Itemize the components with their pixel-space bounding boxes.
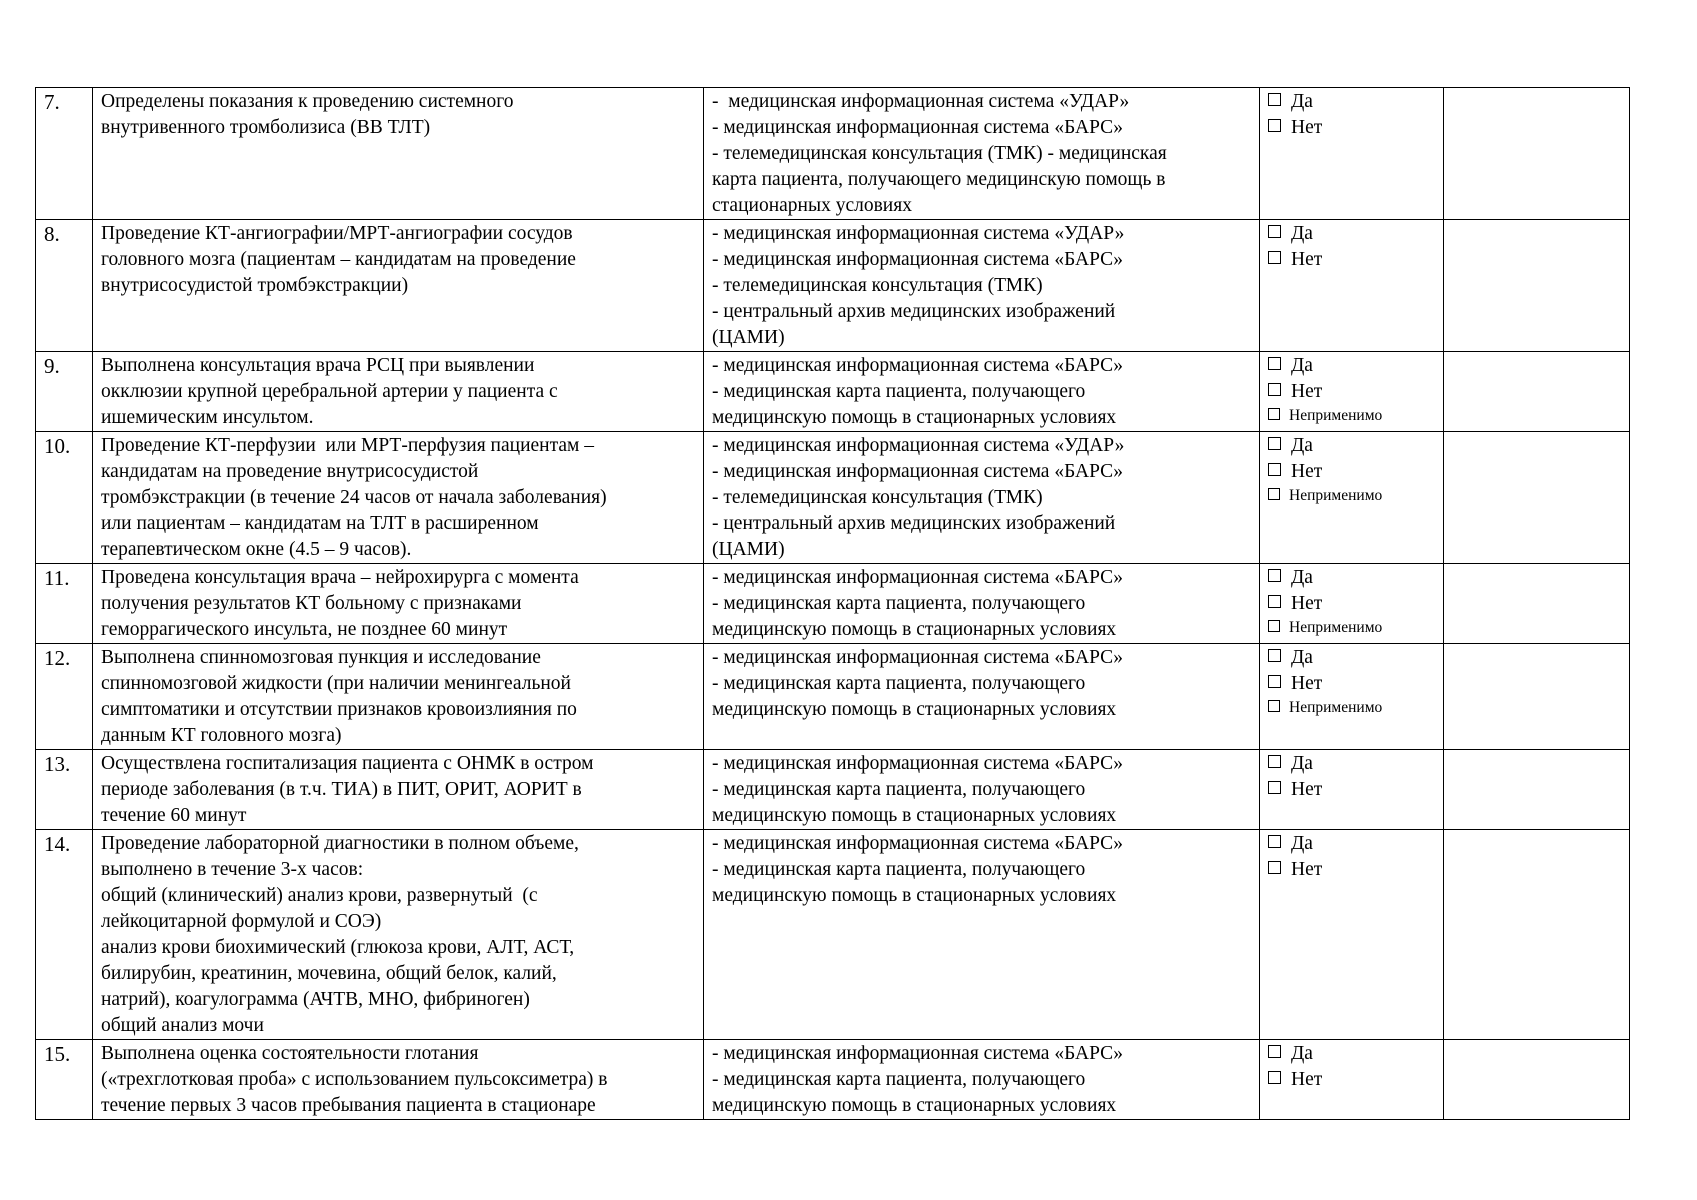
answer-option-label: Нет: [1291, 859, 1323, 880]
checkbox-icon[interactable]: [1268, 595, 1281, 608]
answer-option-label: Да: [1291, 355, 1313, 376]
checkbox-icon[interactable]: [1268, 569, 1281, 582]
checkbox-icon[interactable]: [1268, 357, 1281, 370]
criterion-line: («трехглотковая проба» с использованием пульсоксиметра) в: [101, 1069, 608, 1090]
criterion-line: Проведение КТ-перфузии или МРТ-перфузия пациентам –: [101, 435, 594, 456]
criterion-line: спинномозговой жидкости (при наличии менингеальной: [101, 673, 571, 694]
answer-option[interactable]: [1268, 751, 1435, 777]
answer-cell: [1260, 750, 1444, 830]
row-number: 11.: [36, 564, 93, 644]
source-line: - телемедицинская консультация (ТМК) - медицинская: [712, 143, 1167, 164]
source-cell: [704, 830, 1260, 1040]
answer-option-label: Да: [1291, 647, 1313, 668]
answer-option-label: Да: [1291, 567, 1313, 588]
notes-cell[interactable]: [1444, 88, 1630, 220]
answer-option-label: Да: [1291, 753, 1313, 774]
answer-cell: [1260, 830, 1444, 1040]
answer-option[interactable]: [1268, 405, 1435, 427]
criterion-line: терапевтическом окне (4.5 – 9 часов).: [101, 539, 412, 560]
source-line: медицинскую помощь в стационарных условиях: [712, 699, 1117, 720]
criterion-cell: [93, 750, 704, 830]
source-line: - медицинская карта пациента, получающего: [712, 779, 1086, 800]
answer-option-label: Нет: [1291, 249, 1323, 270]
answer-cell: [1260, 1040, 1444, 1120]
row-number: 8.: [36, 220, 93, 352]
source-cell: [704, 644, 1260, 750]
answer-option-label: Нет: [1291, 593, 1323, 614]
checkbox-icon[interactable]: [1268, 649, 1281, 662]
answer-option-label: Да: [1291, 435, 1313, 456]
answer-cell: [1260, 432, 1444, 564]
answer-cell: [1260, 352, 1444, 432]
checkbox-icon[interactable]: [1268, 755, 1281, 768]
criterion-cell: [93, 644, 704, 750]
criterion-line: Выполнена консультация врача РСЦ при выявлении: [101, 355, 535, 376]
source-line: - медицинская информационная система «УДАР»: [712, 223, 1125, 244]
row-number: 15.: [36, 1040, 93, 1120]
criterion-line: Проведение лабораторной диагностики в полном объеме,: [101, 833, 579, 854]
answer-option[interactable]: [1268, 617, 1435, 639]
answer-option[interactable]: [1268, 353, 1435, 379]
table-row: [36, 352, 1630, 432]
checkbox-icon[interactable]: [1268, 1045, 1281, 1058]
table-row: [36, 830, 1630, 1040]
source-line: медицинскую помощь в стационарных условиях: [712, 805, 1117, 826]
answer-option[interactable]: [1268, 485, 1435, 507]
row-number: 9.: [36, 352, 93, 432]
answer-option-label: Нет: [1291, 461, 1323, 482]
answer-option[interactable]: [1268, 671, 1435, 697]
criterion-cell: [93, 88, 704, 220]
source-line: - медицинская карта пациента, получающего: [712, 1069, 1086, 1090]
row-number: 13.: [36, 750, 93, 830]
source-line: стационарных условиях: [712, 195, 912, 216]
answer-option-label: Неприменимо: [1289, 407, 1383, 424]
source-line: медицинскую помощь в стационарных условиях: [712, 407, 1117, 428]
checkbox-icon[interactable]: [1268, 620, 1280, 632]
row-number: 10.: [36, 432, 93, 564]
checkbox-icon[interactable]: [1268, 675, 1281, 688]
table-row: [36, 432, 1630, 564]
criterion-line: ишемическим инсультом.: [101, 407, 314, 428]
answer-cell: [1260, 644, 1444, 750]
source-line: - медицинская информационная система «УДАР»: [712, 91, 1130, 112]
answer-option[interactable]: [1268, 115, 1435, 141]
table-row: [36, 750, 1630, 830]
criterion-line: головного мозга (пациентам – кандидатам на проведение: [101, 249, 576, 270]
source-line: - медицинская информационная система «БАРС»: [712, 1043, 1123, 1064]
answer-option-label: Да: [1291, 833, 1313, 854]
criterion-line: Проведение КТ-ангиографии/МРТ-ангиографии сосудов: [101, 223, 573, 244]
source-line: - медицинская карта пациента, получающего: [712, 859, 1086, 880]
answer-option[interactable]: [1268, 89, 1435, 115]
notes-cell[interactable]: [1444, 352, 1630, 432]
criterion-line: Проведена консультация врача – нейрохирурга с момента: [101, 567, 579, 588]
table-row: [36, 1040, 1630, 1120]
checkbox-icon[interactable]: [1268, 383, 1281, 396]
answer-option[interactable]: [1268, 247, 1435, 273]
checkbox-icon[interactable]: [1268, 781, 1281, 794]
checkbox-icon[interactable]: [1268, 1071, 1281, 1084]
source-line: - медицинская информационная система «БАРС»: [712, 567, 1123, 588]
source-line: - медицинская информационная система «УДАР»: [712, 435, 1125, 456]
answer-cell: [1260, 564, 1444, 644]
answer-option[interactable]: [1268, 857, 1435, 883]
source-line: - медицинская карта пациента, получающего: [712, 381, 1086, 402]
table-row: [36, 220, 1630, 352]
checkbox-icon[interactable]: [1268, 225, 1281, 238]
answer-option[interactable]: [1268, 1041, 1435, 1067]
answer-option-label: Да: [1291, 1043, 1313, 1064]
answer-option[interactable]: [1268, 591, 1435, 617]
notes-cell[interactable]: [1444, 432, 1630, 564]
source-line: - медицинская информационная система «БАРС»: [712, 461, 1123, 482]
table-row: [36, 564, 1630, 644]
criterion-line: Выполнена оценка состоятельности глотания: [101, 1043, 479, 1064]
source-line: медицинскую помощь в стационарных условиях: [712, 885, 1117, 906]
criterion-cell: [93, 1040, 704, 1120]
notes-cell[interactable]: [1444, 564, 1630, 644]
source-line: карта пациента, получающего медицинскую помощь в: [712, 169, 1166, 190]
row-number: 12.: [36, 644, 93, 750]
source-line: (ЦАМИ): [712, 327, 785, 348]
criterion-line: внутрисосудистой тромбэкстракции): [101, 275, 409, 296]
criterion-cell: [93, 352, 704, 432]
answer-option[interactable]: [1268, 379, 1435, 405]
source-line: медицинскую помощь в стационарных условиях: [712, 1095, 1117, 1116]
checkbox-icon[interactable]: [1268, 488, 1280, 500]
answer-cell: [1260, 220, 1444, 352]
table-row: [36, 644, 1630, 750]
criterion-line: периоде заболевания (в т.ч. ТИА) в ПИТ, ОРИТ, АОРИТ в: [101, 779, 582, 800]
answer-option[interactable]: [1268, 1067, 1435, 1093]
criterion-line: геморрагического инсульта, не позднее 60 минут: [101, 619, 508, 640]
source-cell: [704, 564, 1260, 644]
criterion-line: билирубин, креатинин, мочевина, общий белок, калий,: [101, 963, 557, 984]
checkbox-icon[interactable]: [1268, 437, 1281, 450]
criterion-line: течение первых 3 часов пребывания пациента в стационаре: [101, 1095, 596, 1116]
answer-option[interactable]: [1268, 777, 1435, 803]
row-number: 14.: [36, 830, 93, 1040]
criterion-line: окклюзии крупной церебральной артерии у пациента с: [101, 381, 558, 402]
criterion-line: получения результатов КТ больному с признаками: [101, 593, 522, 614]
notes-cell[interactable]: [1444, 750, 1630, 830]
source-line: - медицинская информационная система «БАРС»: [712, 355, 1123, 376]
checkbox-icon[interactable]: [1268, 251, 1281, 264]
answer-option-label: Неприменимо: [1289, 619, 1383, 636]
source-cell: [704, 750, 1260, 830]
answer-option-label: Неприменимо: [1289, 487, 1383, 504]
criterion-line: кандидатам на проведение внутрисосудистой: [101, 461, 479, 482]
source-line: - медицинская информационная система «БАРС»: [712, 117, 1123, 138]
criterion-line: Выполнена спинномозговая пункция и исследование: [101, 647, 541, 668]
criterion-line: выполнено в течение 3-х часов:: [101, 859, 364, 880]
table-row: [36, 88, 1630, 220]
source-line: - медицинская информационная система «БАРС»: [712, 647, 1123, 668]
answer-option-label: Нет: [1291, 779, 1323, 800]
criterion-line: данным КТ головного мозга): [101, 725, 342, 746]
criterion-cell: [93, 830, 704, 1040]
source-line: - медицинская информационная система «БАРС»: [712, 249, 1123, 270]
criterion-line: тромбэкстракции (в течение 24 часов от начала заболевания): [101, 487, 607, 508]
criteria-table: [35, 87, 1630, 1120]
answer-option[interactable]: [1268, 831, 1435, 857]
source-cell: [704, 220, 1260, 352]
answer-option-label: Нет: [1291, 673, 1323, 694]
notes-cell[interactable]: [1444, 644, 1630, 750]
answer-option-label: Нет: [1291, 117, 1323, 138]
row-number: 7.: [36, 88, 93, 220]
criterion-line: симптоматики и отсутствии признаков кровоизлияния по: [101, 699, 577, 720]
checkbox-icon[interactable]: [1268, 463, 1281, 476]
answer-cell: [1260, 88, 1444, 220]
source-line: - центральный архив медицинских изображений: [712, 301, 1116, 322]
notes-cell[interactable]: [1444, 220, 1630, 352]
criterion-line: течение 60 минут: [101, 805, 247, 826]
checkbox-icon[interactable]: [1268, 93, 1281, 106]
answer-option[interactable]: [1268, 433, 1435, 459]
answer-option[interactable]: [1268, 697, 1435, 719]
criterion-cell: [93, 564, 704, 644]
criterion-line: общий (клинический) анализ крови, развернутый (с: [101, 885, 538, 906]
answer-option[interactable]: [1268, 565, 1435, 591]
criteria-table-body: [36, 88, 1630, 1120]
source-line: - центральный архив медицинских изображений: [712, 513, 1116, 534]
criterion-cell: [93, 220, 704, 352]
answer-option-label: Нет: [1291, 1069, 1323, 1090]
criterion-line: или пациентам – кандидатам на ТЛТ в расширенном: [101, 513, 539, 534]
source-line: медицинскую помощь в стационарных условиях: [712, 619, 1117, 640]
checkbox-icon[interactable]: [1268, 119, 1281, 132]
checkbox-icon[interactable]: [1268, 700, 1280, 712]
notes-cell[interactable]: [1444, 830, 1630, 1040]
answer-option-label: Нет: [1291, 381, 1323, 402]
checkbox-icon[interactable]: [1268, 408, 1280, 420]
criterion-line: общий анализ мочи: [101, 1015, 264, 1036]
answer-option[interactable]: [1268, 645, 1435, 671]
answer-option[interactable]: [1268, 459, 1435, 485]
criterion-line: Определены показания к проведению системного: [101, 91, 514, 112]
source-cell: [704, 352, 1260, 432]
criterion-line: внутривенного тромболизиса (ВВ ТЛТ): [101, 117, 431, 138]
source-line: (ЦАМИ): [712, 539, 785, 560]
answer-option-label: Неприменимо: [1289, 699, 1383, 716]
source-line: - медицинская информационная система «БАРС»: [712, 753, 1123, 774]
answer-option-label: Да: [1291, 91, 1313, 112]
criterion-line: анализ крови биохимический (глюкоза крови, АЛТ, АСТ,: [101, 937, 575, 958]
criterion-line: лейкоцитарной формулой и СОЭ): [101, 911, 382, 932]
checkbox-icon[interactable]: [1268, 861, 1281, 874]
source-line: - медицинская карта пациента, получающего: [712, 673, 1086, 694]
answer-option[interactable]: [1268, 221, 1435, 247]
source-line: - телемедицинская консультация (ТМК): [712, 487, 1043, 508]
source-line: - медицинская карта пациента, получающего: [712, 593, 1086, 614]
source-cell: [704, 432, 1260, 564]
source-cell: [704, 1040, 1260, 1120]
criterion-cell: [93, 432, 704, 564]
source-line: - телемедицинская консультация (ТМК): [712, 275, 1043, 296]
answer-option-label: Да: [1291, 223, 1313, 244]
source-line: - медицинская информационная система «БАРС»: [712, 833, 1123, 854]
notes-cell[interactable]: [1444, 1040, 1630, 1120]
checkbox-icon[interactable]: [1268, 835, 1281, 848]
source-cell: [704, 88, 1260, 220]
criterion-line: натрий), коагулограмма (АЧТВ, МНО, фибриноген): [101, 989, 530, 1010]
criterion-line: Осуществлена госпитализация пациента с ОНМК в остром: [101, 753, 594, 774]
